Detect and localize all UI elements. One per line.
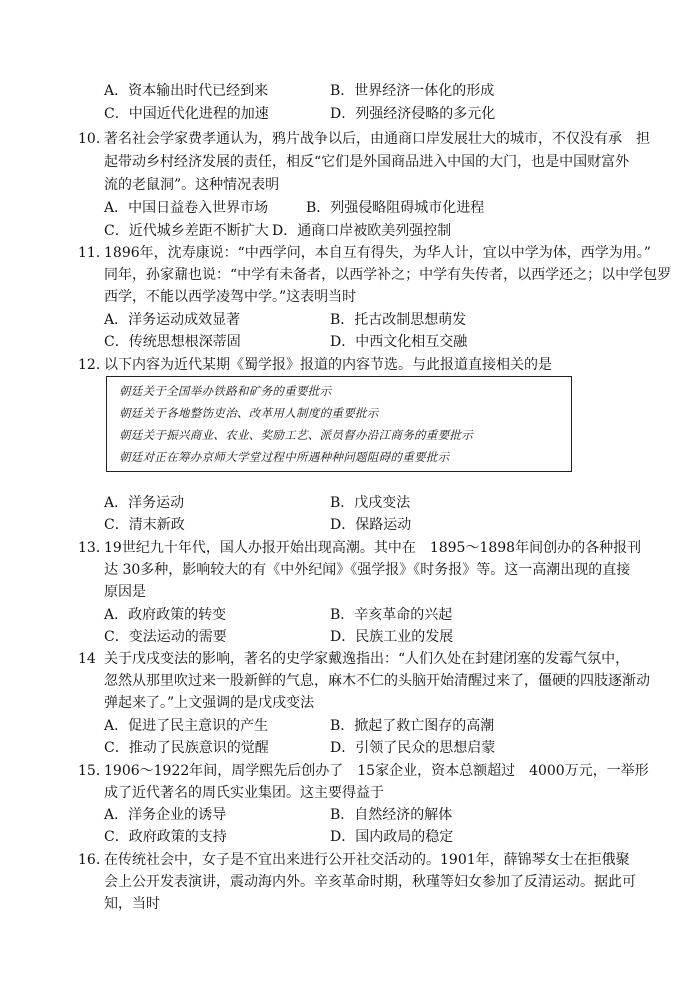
q13-stem-line-3 [0,582,696,602]
q14-option-d[interactable]: D．引领了民众的思想启蒙 [330,740,496,756]
q12-option-d[interactable]: D．保路运动 [330,517,412,533]
q10-stem-line-1 [0,129,696,149]
q12-box-line: 朝廷关于各地整饬吏治、改革用人制度的重要批示 [119,406,379,420]
q12-options-row-2 [0,515,696,535]
q14-stem-text: 弹起来了。”上文强调的是戊戌变法 [104,695,315,711]
q16-stem-text: 知，当时 [104,896,160,912]
q11-option-d[interactable]: D．中西文化相互交融 [330,334,468,350]
q13-stem-text: 19世纪九十年代，国人办报开始出现高潮。其中在 1895～1898年间创办的各种报刊 [104,540,642,556]
q13-option-d[interactable]: D．民族工业的发展 [330,629,454,645]
q11-stem-text: 1896年，沈寿康说：“中西学问，本自互有得失，为华人计，宜以中学为体，西学为用。” [104,245,651,261]
q10-stem-text: 流的老鼠洞”。这种情况表明 [104,177,280,193]
q13-stem-text: 原因是 [104,584,146,600]
q14-stem-line-1 [0,649,696,669]
q12-box-line: 朝廷关于振兴商业、农业、奖励工艺、派员督办沿江商务的重要批示 [119,428,473,442]
q13-option-b[interactable]: B．辛亥革命的兴起 [330,607,453,623]
q13-option-c[interactable]: C．变法运动的需要 [104,629,227,645]
q11-option-b[interactable]: B．托古改制思想萌发 [330,312,467,328]
q9-option-c[interactable]: C．中国近代化进程的加速 [104,106,269,122]
q12-box-line: 朝廷关于全国举办铁路和矿务的重要批示 [119,384,332,398]
q11-option-a[interactable]: A．洋务运动成效显著 [104,312,241,328]
q14-number: 14 [78,651,96,667]
q10-stem-line-2 [0,152,696,172]
q13-number: 13． [78,540,110,556]
q13-options-row-1 [0,605,696,625]
q14-option-c[interactable]: C．推动了民族意识的觉醒 [104,740,269,756]
q13-options-row-2 [0,627,696,647]
q9-options-row-1 [0,81,696,101]
q15-option-c[interactable]: C．政府政策的支持 [104,829,227,845]
q15-stem-text: 成了近代著名的周氏实业集团。这主要得益于 [104,785,384,801]
q13-stem-line-2 [0,560,696,580]
q10-stem-line-3 [0,175,696,195]
q11-options-row-1 [0,310,696,330]
q10-stem-text: 起带动乡村经济发展的责任，相反“它们是外国商品进入中国的大门，也是中国财富外 [104,154,630,170]
q11-number: 11． [78,245,110,261]
q13-stem-text: 达 30多种，影响较大的有《中外纪闻》《强学报》《时务报》等。这一高潮出现的直接 [104,562,631,578]
q16-stem-line-2 [0,872,696,892]
q10-option-c[interactable]: C．近代城乡差距不断扩大 [104,223,269,239]
q15-stem-line-2 [0,783,696,803]
q14-stem-text: 关于戊戌变法的影响，著名的史学家戴逸指出：“人们久处在封建闭塞的发霉气氛中， [104,651,630,667]
q10-stem-text: 著名社会学家费孝通认为，鸦片战争以后，由通商口岸发展壮大的城市，不仅没有承 担 [104,131,650,147]
q14-options-row-1 [0,716,696,736]
q15-options-row-1 [0,805,696,825]
q12-box-line: 朝廷对正在筹办京师大学堂过程中所遇种种问题阻碍的重要批示 [119,450,450,464]
q15-number: 15． [78,763,110,779]
q12-option-a[interactable]: A．洋务运动 [104,495,185,511]
q12-source-box [106,376,572,472]
q11-stem-line-2 [0,265,696,285]
q11-stem-text: 同年，孙家鼐也说：“中学有未备者，以西学补之；中学有失传者，以西学还之；以中学包罗 [104,267,672,283]
q10-option-d[interactable]: D．通商口岸被欧美列强控制 [272,223,452,239]
q11-stem-line-3 [0,287,696,307]
q14-option-b[interactable]: B．掀起了救亡图存的高潮 [330,718,495,734]
q10-option-a[interactable]: A．中国日益卷入世界市场 [104,200,269,216]
q15-option-b[interactable]: B．自然经济的解体 [330,807,453,823]
q11-stem-text: 西学，不能以西学凌驾中学。”这表明当时 [104,289,357,305]
q11-option-c[interactable]: C．传统思想根深蒂固 [104,334,241,350]
q15-stem-line-1 [0,761,696,781]
q13-option-a[interactable]: A．政府政策的转变 [104,607,227,623]
q9-options-row-2 [0,104,696,124]
q16-stem-line-3 [0,894,696,914]
q14-stem-line-3 [0,693,696,713]
q13-stem-line-1 [0,538,696,558]
q11-options-row-2 [0,332,696,352]
q12-stem-line-1 [0,355,696,375]
q16-stem-text: 会上公开发表演讲，震动海内外。辛亥革命时期，秋瑾等妇女参加了反清运动。据此可 [104,874,636,890]
q16-stem-line-1 [0,850,696,870]
q12-stem-text: 以下内容为近代某期《蜀学报》报道的内容节选。与此报道直接相关的是 [104,357,552,373]
q14-option-a[interactable]: A．促进了民主意识的产生 [104,718,269,734]
q12-number: 12. [78,357,101,373]
q14-stem-text: 忽然从那里吹过来一股新鲜的气息，麻木不仁的头脑开始清醒过来了，僵硬的四肢逐渐动 [104,673,650,689]
q15-options-row-2 [0,827,696,847]
q12-option-b[interactable]: B．戊戌变法 [330,495,411,511]
q15-stem-text: 1906～1922年间，周学熙先后创办了 15家企业，资本总额超过 4000万元，一举形 [104,763,649,779]
q16-stem-text: 在传统社会中，女子是不宜出来进行公开社交活动的。1901年，薛锦琴女士在拒俄聚 [104,852,630,868]
q12-option-c[interactable]: C．清末新政 [104,517,185,533]
q15-option-d[interactable]: D．国内政局的稳定 [330,829,454,845]
q15-option-a[interactable]: A．洋务企业的诱导 [104,807,227,823]
q14-options-row-2 [0,738,696,758]
q12-options-row-1 [0,493,696,513]
q10-options-row-1 [0,198,696,218]
q9-option-b[interactable]: B．世界经济一体化的形成 [330,83,495,99]
q10-option-b[interactable]: B．列强侵略阻碍城市化进程 [306,200,485,216]
q11-stem-line-1 [0,243,696,263]
q16-number: 16. [78,852,101,868]
q9-option-a[interactable]: A．资本输出时代已经到来 [104,83,269,99]
q14-stem-line-2 [0,671,696,691]
q10-number: 10. [78,131,101,147]
q10-options-row-2 [0,221,696,241]
q9-option-d[interactable]: D．列强经济侵略的多元化 [330,106,496,122]
